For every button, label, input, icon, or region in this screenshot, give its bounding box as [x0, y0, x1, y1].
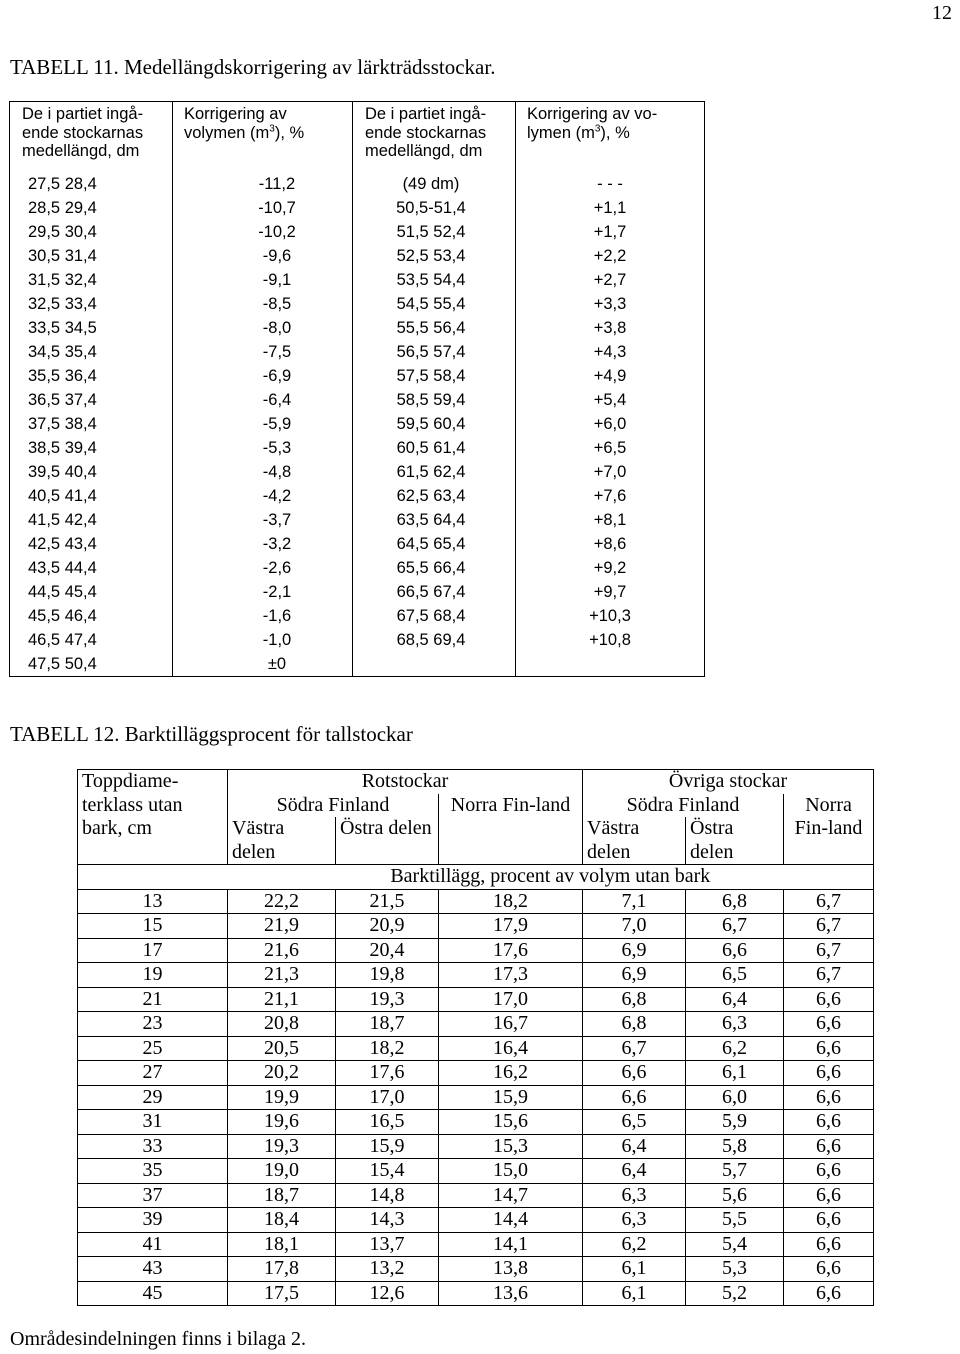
table-cell: 6,2 — [583, 1232, 686, 1257]
table-row — [78, 1134, 874, 1159]
table-cell: +1,7 — [593, 223, 627, 241]
table-cell: +9,7 — [593, 583, 627, 601]
table-cell: 45 — [78, 1281, 228, 1306]
table-cell: 6,6 — [784, 1012, 874, 1037]
page-number: 12 — [932, 2, 952, 24]
table-cell: +7,0 — [593, 463, 627, 481]
table-cell: -7,5 — [262, 343, 292, 361]
table-cell: 52,5 53,4 — [396, 247, 466, 265]
table12 — [77, 769, 874, 1306]
table-row — [10, 268, 704, 292]
table-cell: 19,3 — [336, 987, 439, 1012]
table11-header-col2 — [184, 105, 304, 142]
table-cell: +10,3 — [589, 607, 631, 625]
table-cell: 6,9 — [583, 963, 686, 988]
table-cell: 19,6 — [228, 1110, 336, 1135]
table-cell: 6,6 — [784, 1061, 874, 1086]
table-row — [78, 1257, 874, 1282]
table-cell: 6,6 — [784, 1257, 874, 1282]
table-cell: ±0 — [267, 655, 287, 673]
table-cell: +4,3 — [593, 343, 627, 361]
table-cell: 53,5 54,4 — [396, 271, 466, 289]
table-cell: +8,1 — [593, 511, 627, 529]
table-row — [78, 938, 874, 963]
table-cell: 13,2 — [336, 1257, 439, 1282]
table-cell: 15 — [78, 914, 228, 939]
table-cell: 21,9 — [228, 914, 336, 939]
header-line: De i partiet ingå- — [22, 105, 144, 123]
table-cell: 22,2 — [228, 889, 336, 914]
table-row — [10, 220, 704, 244]
header-line: De i partiet ingå- — [365, 105, 487, 123]
table-cell: 14,1 — [439, 1232, 583, 1257]
table-cell: 65,5 66,4 — [396, 559, 466, 577]
table-cell: 33,5 34,5 — [28, 319, 97, 337]
table-cell: 15,9 — [336, 1134, 439, 1159]
table-cell: -3,7 — [262, 511, 292, 529]
table-cell: 31 — [78, 1110, 228, 1135]
table-cell: 34,5 35,4 — [28, 343, 97, 361]
table-cell: 6,6 — [784, 1281, 874, 1306]
table-cell: 17,5 — [228, 1281, 336, 1306]
table-cell: 55,5 56,4 — [396, 319, 466, 337]
header-line: ende stockarnas — [365, 123, 487, 142]
table-cell: 68,5 69,4 — [396, 631, 466, 649]
table-cell: 13,8 — [439, 1257, 583, 1282]
table-row — [10, 580, 704, 604]
table-cell: 6,8 — [583, 1012, 686, 1037]
table-cell: 6,2 — [686, 1036, 784, 1061]
table-cell: 17,9 — [439, 914, 583, 939]
table-cell: - - - — [597, 175, 623, 193]
table-cell: 14,8 — [336, 1183, 439, 1208]
table-cell: +3,8 — [593, 319, 627, 337]
table-cell: 21,6 — [228, 938, 336, 963]
table-cell: -6,9 — [262, 367, 292, 385]
table-cell: 15,0 — [439, 1159, 583, 1184]
table-cell: -4,8 — [262, 463, 292, 481]
table-cell: 6,6 — [784, 1183, 874, 1208]
table11-title: TABELL 11. Medellängdskorrigering av lärkträdsstockar. — [10, 55, 496, 79]
table-cell: 6,6 — [784, 1232, 874, 1257]
table-cell: 14,4 — [439, 1208, 583, 1233]
table-cell: 6,6 — [784, 1110, 874, 1135]
table-cell: -5,3 — [262, 439, 292, 457]
table-cell: 6,6 — [583, 1085, 686, 1110]
header-norra-finland: Norra Fin-land — [784, 794, 874, 865]
table-row — [10, 388, 704, 412]
header-line: ende stockarnas — [22, 123, 144, 142]
table-cell: 66,5 67,4 — [396, 583, 466, 601]
unit-row: Barktillägg, procent av volym utan bark — [228, 865, 874, 890]
table-cell: 6,6 — [784, 1036, 874, 1061]
table11-header-col1 — [22, 105, 143, 161]
table-cell: 5,3 — [686, 1257, 784, 1282]
table-cell: 59,5 60,4 — [396, 415, 466, 433]
table-cell: -1,6 — [262, 607, 292, 625]
table-cell: +5,4 — [593, 391, 627, 409]
table-cell: 6,6 — [583, 1061, 686, 1086]
table-cell: +6,0 — [593, 415, 627, 433]
header-superscript: 3 — [594, 123, 601, 134]
table-cell: 35 — [78, 1159, 228, 1184]
table-row — [10, 436, 704, 460]
table-cell: 41,5 42,4 — [28, 511, 97, 529]
table-cell: (49 dm) — [402, 175, 460, 193]
table-cell: 21,1 — [228, 987, 336, 1012]
table-row — [78, 1208, 874, 1233]
table-cell: +7,6 — [593, 487, 627, 505]
header-vastra-delen: Västra delen — [228, 817, 336, 865]
table-cell: 33 — [78, 1134, 228, 1159]
table-row — [78, 1232, 874, 1257]
table-cell: 45,5 46,4 — [28, 607, 97, 625]
table-cell: 61,5 62,4 — [396, 463, 466, 481]
table-cell: 20,2 — [228, 1061, 336, 1086]
table-cell: 17,0 — [336, 1085, 439, 1110]
table-cell: +2,2 — [593, 247, 627, 265]
table-row — [10, 364, 704, 388]
table-cell: 21,5 — [336, 889, 439, 914]
table-row — [10, 556, 704, 580]
header-ostra-delen: Östra delen — [686, 817, 784, 865]
table-cell: 6,7 — [784, 889, 874, 914]
table-cell: 15,9 — [439, 1085, 583, 1110]
header-line: medellängd, dm — [365, 142, 483, 160]
table-cell: 16,4 — [439, 1036, 583, 1061]
table-cell: 14,3 — [336, 1208, 439, 1233]
table-cell: +10,8 — [589, 631, 631, 649]
table-cell: 12,6 — [336, 1281, 439, 1306]
table-cell: 6,6 — [784, 1085, 874, 1110]
table-cell: -2,1 — [262, 583, 292, 601]
table-cell: 6,5 — [686, 963, 784, 988]
table-cell: 56,5 57,4 — [396, 343, 466, 361]
table-cell: 13,7 — [336, 1232, 439, 1257]
table-cell: 17,6 — [439, 938, 583, 963]
table-cell: 6,1 — [686, 1061, 784, 1086]
table-cell: 5,7 — [686, 1159, 784, 1184]
table-row — [10, 484, 704, 508]
table-cell: 35,5 36,4 — [28, 367, 97, 385]
table-row — [78, 1085, 874, 1110]
table11-header-col3 — [365, 105, 486, 161]
table-cell: -6,4 — [262, 391, 292, 409]
table-row — [78, 1061, 874, 1086]
header-norra-finland: Norra Fin-land — [439, 794, 583, 865]
table-row — [10, 292, 704, 316]
table-cell: 18,7 — [228, 1183, 336, 1208]
table-row — [10, 340, 704, 364]
header-text: volymen (m — [184, 123, 270, 142]
table-row — [78, 987, 874, 1012]
table-cell: 19,0 — [228, 1159, 336, 1184]
table-cell: 37,5 38,4 — [28, 415, 97, 433]
header-line: medellängd, dm — [22, 142, 140, 160]
header-vastra-delen: Västra delen — [583, 817, 686, 865]
table-cell: 28,5 29,4 — [28, 199, 97, 217]
table-cell: 6,3 — [686, 1012, 784, 1037]
table-cell: 20,9 — [336, 914, 439, 939]
table-cell: 6,4 — [583, 1159, 686, 1184]
header-ostra-delen: Östra delen — [336, 817, 439, 865]
table-cell: 17,8 — [228, 1257, 336, 1282]
table-cell: 51,5 52,4 — [396, 223, 466, 241]
table-cell: -11,2 — [258, 175, 296, 193]
table-cell: 38,5 39,4 — [28, 439, 97, 457]
table-cell: 29 — [78, 1085, 228, 1110]
table-row — [78, 1159, 874, 1184]
header-rotstockar: Rotstockar — [228, 770, 583, 794]
header-line — [184, 124, 304, 143]
table-row — [78, 1036, 874, 1061]
table-cell: 6,8 — [686, 889, 784, 914]
table-cell: 6,1 — [583, 1281, 686, 1306]
table-cell: 18,1 — [228, 1232, 336, 1257]
table-cell: 19,3 — [228, 1134, 336, 1159]
table-cell: -3,2 — [262, 535, 292, 553]
table-cell: 27 — [78, 1061, 228, 1086]
table-cell: 5,4 — [686, 1232, 784, 1257]
table11 — [9, 101, 705, 677]
table-cell: 42,5 43,4 — [28, 535, 97, 553]
table-cell: 62,5 63,4 — [396, 487, 466, 505]
table-cell: 6,7 — [784, 963, 874, 988]
table-row — [10, 172, 704, 196]
table-cell: 5,9 — [686, 1110, 784, 1135]
table-cell: 7,1 — [583, 889, 686, 914]
table-cell: 6,6 — [784, 987, 874, 1012]
table-row — [10, 460, 704, 484]
table-cell: 67,5 68,4 — [396, 607, 466, 625]
header-line — [527, 124, 657, 143]
table-cell: 37 — [78, 1183, 228, 1208]
table-cell: 50,5-51,4 — [396, 199, 466, 217]
table-row — [10, 604, 704, 628]
table-cell: 57,5 58,4 — [396, 367, 466, 385]
table-cell: -4,2 — [262, 487, 292, 505]
header-sodra-finland: Södra Finland — [583, 794, 784, 818]
table-cell: 29,5 30,4 — [28, 223, 97, 241]
table-cell: -1,0 — [262, 631, 292, 649]
table-cell: 18,2 — [336, 1036, 439, 1061]
table-cell: 15,4 — [336, 1159, 439, 1184]
table-row — [10, 244, 704, 268]
table-cell: 15,3 — [439, 1134, 583, 1159]
table-cell: 30,5 31,4 — [28, 247, 97, 265]
table-cell: 6,1 — [583, 1257, 686, 1282]
table-cell: 17,6 — [336, 1061, 439, 1086]
table-cell: +8,6 — [593, 535, 627, 553]
table11-body — [10, 172, 704, 676]
table-cell: 27,5 28,4 — [28, 175, 97, 193]
table-cell: 20,4 — [336, 938, 439, 963]
header-text: ), % — [600, 123, 630, 142]
table-cell: 54,5 55,4 — [396, 295, 466, 313]
table-cell: 19,9 — [228, 1085, 336, 1110]
table-cell: 23 — [78, 1012, 228, 1037]
table-cell: 17,0 — [439, 987, 583, 1012]
table-cell: 18,4 — [228, 1208, 336, 1233]
table-row — [78, 889, 874, 914]
table-cell: 39,5 40,4 — [28, 463, 97, 481]
table-cell: -5,9 — [262, 415, 292, 433]
table-cell: 16,2 — [439, 1061, 583, 1086]
table-cell: 14,7 — [439, 1183, 583, 1208]
table-cell: 6,6 — [784, 1208, 874, 1233]
table-cell: 60,5 61,4 — [396, 439, 466, 457]
table-cell: 43 — [78, 1257, 228, 1282]
table-cell: 18,2 — [439, 889, 583, 914]
table-cell: -8,0 — [262, 319, 292, 337]
table-cell: 6,8 — [583, 987, 686, 1012]
table-cell: +3,3 — [593, 295, 627, 313]
table-cell: 16,5 — [336, 1110, 439, 1135]
table-cell: 6,7 — [784, 914, 874, 939]
header-sodra-finland: Södra Finland — [228, 794, 439, 818]
table-cell: 64,5 65,4 — [396, 535, 466, 553]
table-cell: -10,2 — [258, 223, 296, 241]
table-cell: 6,5 — [583, 1110, 686, 1135]
footnote: Områdesindelningen finns i bilaga 2. — [10, 1328, 307, 1350]
table-cell: 20,5 — [228, 1036, 336, 1061]
table-cell: 15,6 — [439, 1110, 583, 1135]
table-row — [78, 1012, 874, 1037]
header-line: Korrigering av — [184, 105, 287, 123]
table-cell: 40,5 41,4 — [28, 487, 97, 505]
table-cell: 20,8 — [228, 1012, 336, 1037]
table-cell: -9,6 — [262, 247, 292, 265]
table-row — [10, 316, 704, 340]
table-cell: 39 — [78, 1208, 228, 1233]
table-cell: +2,7 — [593, 271, 627, 289]
table-row — [10, 412, 704, 436]
table-cell: 6,7 — [583, 1036, 686, 1061]
table-row — [78, 1110, 874, 1135]
table-cell: -2,6 — [262, 559, 292, 577]
table-cell: 21,3 — [228, 963, 336, 988]
header-toppdiameter: Toppdiame-terklass utan bark, cm — [78, 770, 228, 865]
header-text: lymen (m — [527, 123, 595, 142]
table-cell: 19 — [78, 963, 228, 988]
table-cell: 6,4 — [583, 1134, 686, 1159]
table-row — [78, 914, 874, 939]
table-cell: -9,1 — [262, 271, 292, 289]
table-cell: 32,5 33,4 — [28, 295, 97, 313]
table-cell: +1,1 — [593, 199, 627, 217]
table-cell: -8,5 — [262, 295, 292, 313]
unit-row-empty-cell — [78, 865, 228, 890]
table-cell: 6,6 — [784, 1159, 874, 1184]
table-cell: 5,8 — [686, 1134, 784, 1159]
table-row — [10, 532, 704, 556]
table-cell: 6,4 — [686, 987, 784, 1012]
table-cell: 5,6 — [686, 1183, 784, 1208]
table-cell: 6,9 — [583, 938, 686, 963]
table-cell: 63,5 64,4 — [396, 511, 466, 529]
table-row — [78, 963, 874, 988]
table-cell: 5,5 — [686, 1208, 784, 1233]
table-cell: 21 — [78, 987, 228, 1012]
table-cell: -10,7 — [258, 199, 296, 217]
table-cell: 41 — [78, 1232, 228, 1257]
table-cell: 6,3 — [583, 1183, 686, 1208]
table-row — [78, 1183, 874, 1208]
header-line: Korrigering av vo- — [527, 105, 658, 123]
table-row — [10, 196, 704, 220]
table-cell: 36,5 37,4 — [28, 391, 97, 409]
table-cell: 25 — [78, 1036, 228, 1061]
table-row — [78, 1281, 874, 1306]
header-text: ), % — [274, 123, 305, 142]
table-cell: 13 — [78, 889, 228, 914]
table12-title: TABELL 12. Barktilläggsprocent för tallstockar — [10, 722, 413, 746]
table-cell: +4,9 — [593, 367, 627, 385]
table-cell: 13,6 — [439, 1281, 583, 1306]
table-row — [10, 652, 704, 676]
table-row — [10, 628, 704, 652]
table-cell: 44,5 45,4 — [28, 583, 97, 601]
table-cell: +6,5 — [593, 439, 627, 457]
table-row — [10, 508, 704, 532]
table-cell: 17 — [78, 938, 228, 963]
header-superscript: 3 — [269, 123, 275, 134]
table-cell: 18,7 — [336, 1012, 439, 1037]
table-cell: 58,5 59,4 — [396, 391, 466, 409]
table-cell: 17,3 — [439, 963, 583, 988]
table-cell: +9,2 — [593, 559, 627, 577]
table-cell: 6,7 — [686, 914, 784, 939]
table-cell: 6,6 — [784, 1134, 874, 1159]
table-cell: 19,8 — [336, 963, 439, 988]
table11-header-col4 — [527, 105, 657, 142]
table-cell: 6,6 — [686, 938, 784, 963]
table-cell: 46,5 47,4 — [28, 631, 97, 649]
table-cell: 31,5 32,4 — [28, 271, 97, 289]
table-cell: 47,5 50,4 — [28, 655, 97, 673]
table-cell: 16,7 — [439, 1012, 583, 1037]
table-cell: 6,7 — [784, 938, 874, 963]
table-cell: 5,2 — [686, 1281, 784, 1306]
header-ovriga-stockar: Övriga stockar — [583, 770, 874, 794]
table-cell: 6,0 — [686, 1085, 784, 1110]
table-cell: 7,0 — [583, 914, 686, 939]
table-cell: 43,5 44,4 — [28, 559, 97, 577]
table-cell: 6,3 — [583, 1208, 686, 1233]
